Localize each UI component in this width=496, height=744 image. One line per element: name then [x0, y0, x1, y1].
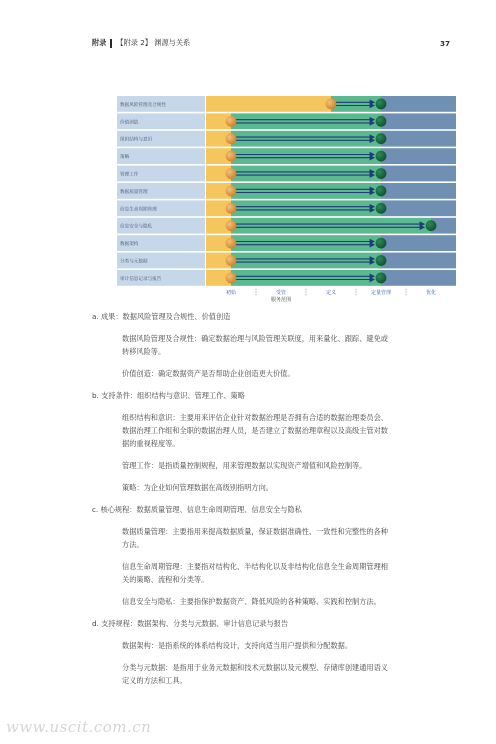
header-section: 附录 — [92, 38, 107, 47]
current-state-marker — [226, 255, 237, 266]
maturity-diagram — [117, 92, 457, 302]
row-label: 价值创造 — [120, 120, 139, 126]
gap-bar — [331, 96, 381, 112]
section-heading: a. 成果：数据风险管理及合规性、价值创造 — [92, 312, 231, 321]
gap-bar — [231, 148, 381, 164]
diagram-row — [117, 131, 456, 147]
diagram-row — [117, 148, 456, 164]
future-state-marker — [376, 116, 387, 127]
diagram-row — [117, 270, 456, 286]
row-label: 数据风险管理及合规性 — [120, 102, 166, 108]
future-state-marker — [376, 168, 387, 179]
section-heading: c. 核心规程：数据质量管理、信息生命周期管理、信息安全与隐私 — [92, 505, 302, 514]
future-range-bar — [381, 200, 456, 216]
current-state-marker — [226, 238, 237, 249]
diagram-row — [117, 235, 456, 251]
future-state-marker — [376, 99, 387, 110]
future-range-bar — [381, 183, 456, 199]
future-range-bar — [381, 131, 456, 147]
future-state-marker — [376, 133, 387, 144]
current-state-marker — [226, 273, 237, 284]
diagram-stage-axis — [226, 289, 436, 302]
header-title: 【附录 2】 渊源与关系 — [116, 38, 191, 47]
gap-bar — [231, 270, 381, 286]
paragraph-line: 信息安全与隐私：主要指保护数据资产、降低风险的各种策略、实践和控制方法。 — [122, 597, 381, 606]
future-range-bar — [381, 270, 456, 286]
row-label: 信息安全与隐私 — [120, 224, 153, 230]
future-range-bar — [381, 253, 456, 269]
page-header — [92, 36, 450, 50]
future-range-bar — [381, 235, 456, 251]
future-range-bar — [381, 113, 456, 129]
current-state-bar — [206, 96, 331, 112]
current-state-marker — [226, 133, 237, 144]
gap-bar — [231, 113, 381, 129]
paragraph-line: 分类与元数据：是指用于业务元数据和技术元数据以及元模型、存储库创建通用语义 — [122, 663, 388, 672]
future-state-marker — [376, 186, 387, 197]
stage-group-label: 服务范围 — [270, 296, 292, 302]
diagram-row — [117, 253, 456, 269]
future-range-bar — [381, 96, 456, 112]
future-state-marker — [376, 151, 387, 162]
diagram-row — [117, 113, 456, 129]
current-state-marker — [226, 186, 237, 197]
header-divider — [110, 39, 112, 48]
paragraph-line: 数据风险管理及合规性：确定数据治理与风险管理关联度，用来量化、跟踪、避免或 — [122, 334, 388, 343]
header-left — [92, 38, 190, 48]
row-label: 审计信息记录与报告 — [120, 276, 162, 282]
gap-bar — [231, 166, 381, 182]
section-heading: b. 支持条件：组织结构与意识、管理工作、策略 — [92, 391, 245, 400]
current-state-marker — [326, 99, 337, 110]
gap-bar — [231, 131, 381, 147]
gap-bar — [231, 253, 381, 269]
paragraph-line: 管理工作：是指质量控制规程，用来管理数据以实现资产增值和风险控制等。 — [122, 461, 367, 470]
paragraph-line: 方法。 — [122, 540, 144, 549]
paragraph-line: 转移风险等。 — [122, 347, 166, 356]
paragraph-line: 数据治理工作组和全职的数据治理人员，是否建立了数据治理章程以及高级主管对数 — [122, 426, 388, 435]
paragraph-line: 据的重视程度等。 — [122, 439, 180, 448]
row-label: 组织结构与意识 — [120, 137, 153, 143]
future-state-marker — [376, 273, 387, 284]
paragraph-line: 价值创造：确定数据资产是否帮助企业创造更大价值。 — [122, 369, 295, 378]
paragraph-line: 数据架构：是指系统的体系结构设计，支持向适当用户提供和分配数据。 — [122, 641, 353, 650]
watermark: www.uscit.com.cn — [6, 718, 152, 736]
gap-bar — [231, 235, 381, 251]
gap-bar — [231, 218, 431, 234]
paragraph-line: 策略：为企业如何管理数据在高级别指明方向。 — [122, 483, 273, 492]
row-label: 数据质量管理 — [120, 189, 148, 195]
current-state-marker — [226, 116, 237, 127]
future-range-bar — [381, 166, 456, 182]
paragraph-line: 关的策略、流程和分类等。 — [122, 575, 209, 584]
diagram-rows — [117, 96, 456, 286]
stage-label: 初始 — [225, 289, 237, 296]
row-label: 数据架构 — [120, 242, 139, 248]
row-label: 信息生命周期管理 — [120, 207, 157, 213]
row-label: 分类与元数据 — [120, 259, 148, 265]
page-number: 37 — [439, 38, 450, 48]
future-state-marker — [376, 255, 387, 266]
current-state-marker — [226, 151, 237, 162]
current-state-marker — [226, 168, 237, 179]
diagram-row — [117, 96, 456, 112]
gap-bar — [231, 200, 381, 216]
paragraph-line: 组织结构和意识：主要用来评估企业针对数据治理是否拥有合适的数据治理委员会、 — [122, 413, 388, 422]
stage-label: 优化 — [425, 289, 437, 296]
future-state-marker — [376, 238, 387, 249]
diagram-row — [117, 218, 456, 234]
current-state-marker — [226, 220, 237, 231]
paragraph-line: 信息生命周期管理：主要指对结构化、半结构化以及非结构化信息全生命周期管理相 — [122, 562, 388, 571]
section-heading: d. 支持规程：数据架构、分类与元数据、审计信息记录与报告 — [92, 619, 289, 628]
row-label-box — [117, 148, 205, 164]
stage-label: 定量管理 — [370, 289, 392, 296]
row-label: 管理工作 — [120, 172, 139, 178]
current-state-marker — [226, 203, 237, 214]
diagram-row — [117, 200, 456, 216]
diagram-row — [117, 166, 456, 182]
row-label: 策略 — [120, 155, 130, 161]
future-range-bar — [381, 148, 456, 164]
stage-label: 定义 — [325, 289, 337, 296]
future-state-marker — [376, 203, 387, 214]
gap-bar — [231, 183, 381, 199]
future-state-marker — [426, 220, 437, 231]
paragraph-line: 定义的方法和工具。 — [122, 676, 187, 685]
paragraph-line: 数据质量管理：主要指用来提高数据质量，保证数据准确性、一致性和完整性的各种 — [122, 527, 388, 536]
stage-label: 受管 — [275, 289, 287, 296]
diagram-row — [117, 183, 456, 199]
